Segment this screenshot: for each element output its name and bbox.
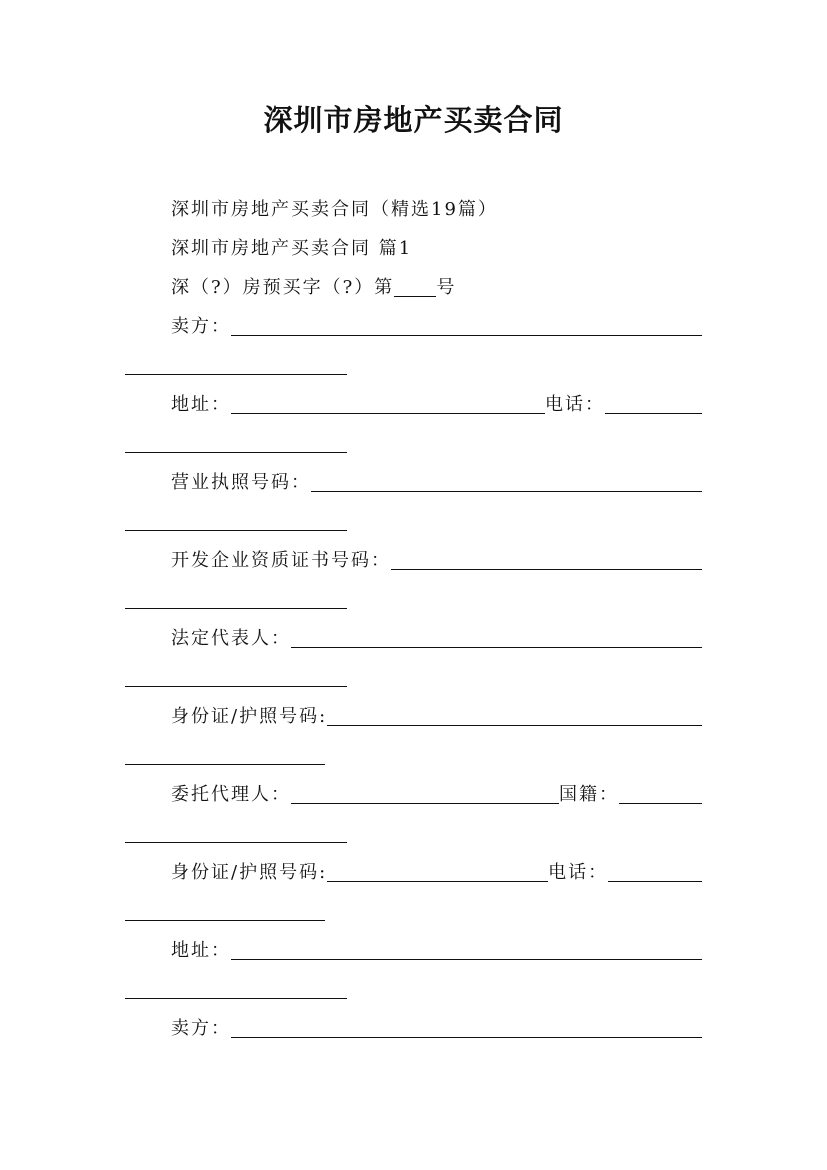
agent-address-line <box>171 937 702 965</box>
address-phone-blank-continued <box>125 452 347 453</box>
id-passport-blank-continued <box>125 764 325 765</box>
business-license-line <box>171 469 702 497</box>
nationality-blank <box>619 803 702 804</box>
agent-address-label: 地址： <box>171 940 231 961</box>
business-license-blank <box>311 491 702 492</box>
reference-number-line <box>171 274 702 302</box>
id-passport-label: 身份证/护照号码: <box>171 706 328 727</box>
agent-id-phone-line <box>171 859 702 887</box>
phone-blank <box>605 413 702 414</box>
agent-id-passport-blank <box>327 881 548 882</box>
address-phone-line <box>171 391 702 419</box>
document-subtitle <box>171 196 702 224</box>
id-passport-blank <box>327 725 702 726</box>
legal-representative-blank-continued <box>125 686 347 687</box>
qualification-certificate-blank-continued <box>125 608 347 609</box>
agent-phone-label: 电话： <box>548 862 609 883</box>
business-license-blank-continued <box>125 530 347 531</box>
seller-blank <box>231 335 702 336</box>
agent-address-blank <box>231 959 702 960</box>
reference-number-blank <box>394 296 436 297</box>
agent-blank <box>291 803 559 804</box>
section-heading-text: 深圳市房地产买卖合同 篇1 <box>171 238 413 259</box>
legal-representative-label: 法定代表人： <box>171 628 291 649</box>
second-seller-blank <box>231 1037 702 1038</box>
seller-blank-continued <box>125 374 347 375</box>
second-seller-label: 卖方： <box>171 1018 231 1039</box>
agent-nationality-line <box>171 781 702 809</box>
reference-suffix: 号 <box>436 277 457 298</box>
reference-prefix: 深（?）房预买字（?）第 <box>171 277 395 298</box>
agent-label: 委托代理人： <box>171 784 291 805</box>
qualification-certificate-label: 开发企业资质证书号码： <box>171 550 391 571</box>
agent-nationality-blank-continued <box>125 842 347 843</box>
nationality-label: 国籍： <box>559 784 619 805</box>
subtitle-text: 深圳市房地产买卖合同（精选19篇） <box>171 199 498 220</box>
qualification-certificate-line <box>171 547 702 575</box>
qualification-certificate-blank <box>391 569 702 570</box>
id-passport-line <box>171 703 702 731</box>
agent-id-phone-blank-continued <box>125 920 325 921</box>
agent-phone-blank <box>608 881 702 882</box>
section-heading <box>171 235 702 263</box>
second-seller-line <box>171 1015 702 1043</box>
phone-label: 电话： <box>545 394 605 415</box>
business-license-label: 营业执照号码： <box>171 472 311 493</box>
seller-label: 卖方： <box>171 316 231 337</box>
seller-line <box>171 313 702 341</box>
agent-id-passport-label: 身份证/护照号码: <box>171 862 328 883</box>
legal-representative-blank <box>291 647 702 648</box>
agent-address-blank-continued <box>125 998 347 999</box>
legal-representative-line <box>171 625 702 653</box>
address-label: 地址： <box>171 394 231 415</box>
document-title: 深圳市房地产买卖合同 <box>263 103 564 137</box>
address-blank <box>231 413 545 414</box>
